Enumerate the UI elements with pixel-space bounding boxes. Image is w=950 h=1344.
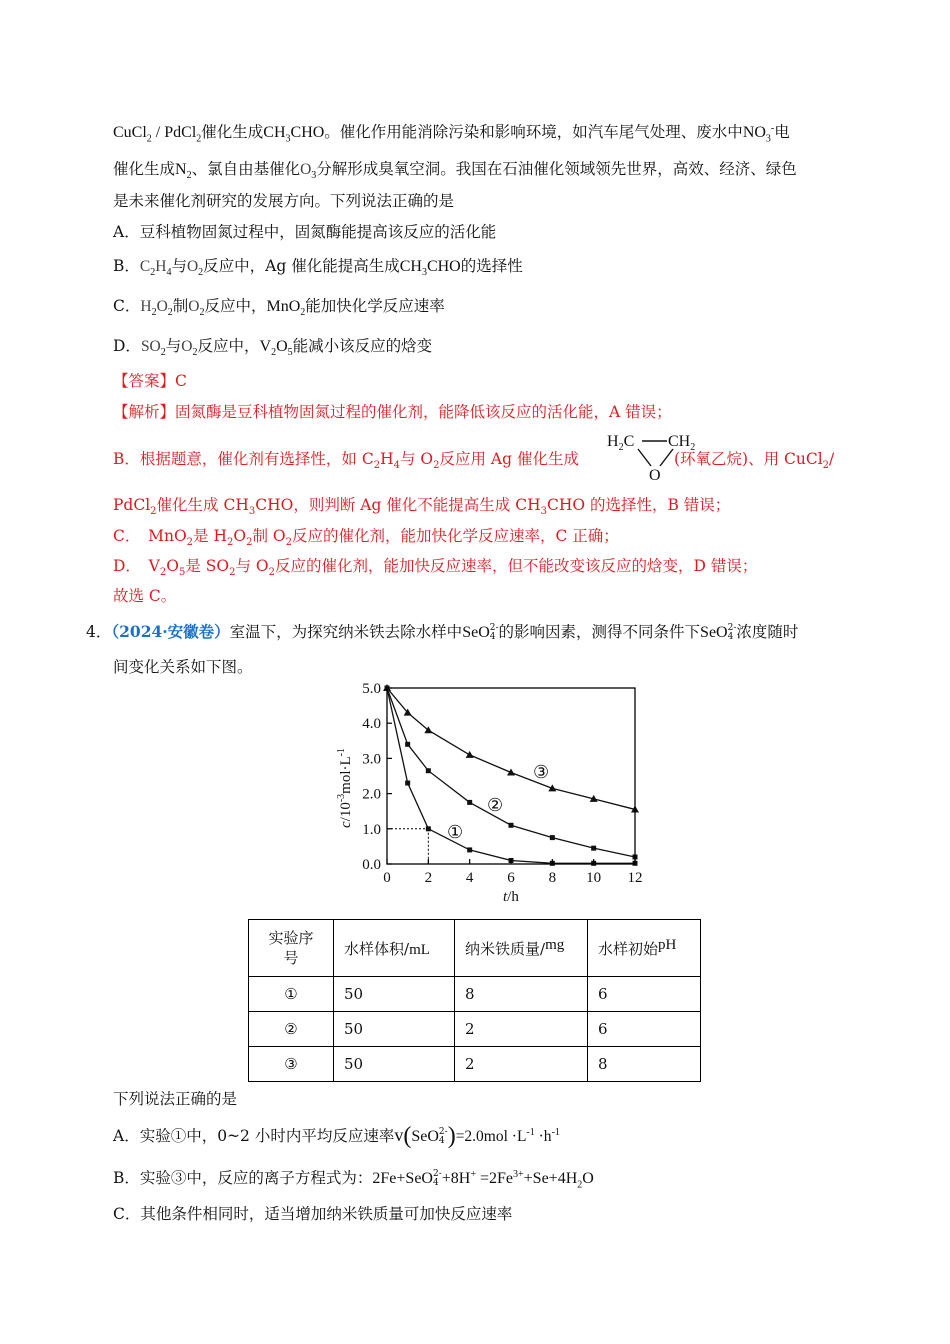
formula-cucl2: CuCl bbox=[113, 124, 147, 142]
concentration-chart bbox=[320, 680, 660, 912]
epoxide-structure bbox=[605, 428, 705, 484]
formula-seo4: SeO bbox=[700, 624, 728, 641]
explanation-line-2 bbox=[113, 448, 834, 477]
sub: 2 bbox=[186, 537, 194, 549]
sub: 4 bbox=[432, 1178, 439, 1189]
y-axis-unit: /10 bbox=[338, 802, 354, 822]
option-d bbox=[113, 335, 432, 364]
sub: 2 bbox=[159, 567, 167, 579]
sub: 2 bbox=[373, 460, 381, 472]
text: 反应用 Ag 催化生成 bbox=[439, 450, 579, 468]
epox-sub: 2 bbox=[618, 442, 624, 453]
text: B．实验③中，反应的离子方程式为： bbox=[113, 1169, 373, 1188]
table-cell: 50 bbox=[334, 977, 455, 1012]
chart-guides bbox=[387, 829, 428, 864]
formula: O bbox=[186, 258, 199, 275]
formula-pdcl2: / PdCl bbox=[151, 124, 197, 142]
table-cell: 2 bbox=[455, 1012, 588, 1047]
x-tick-label: 8 bbox=[548, 870, 557, 886]
sub: 2 bbox=[150, 267, 156, 279]
text: 制 bbox=[172, 297, 189, 315]
header-unit: mg bbox=[545, 936, 565, 953]
text: 反应中，Ag 催化能提高生成 bbox=[203, 257, 400, 275]
data-point bbox=[467, 800, 472, 805]
text: 反应的催化剂，能加快化学反应速率，C 正确； bbox=[291, 527, 619, 545]
sub: 4 bbox=[393, 460, 400, 472]
text: 催化生成 CH bbox=[156, 496, 249, 514]
x-axis-var: t bbox=[503, 889, 508, 905]
sub: 4 bbox=[166, 267, 172, 279]
y-tick-label: 3.0 bbox=[362, 751, 381, 768]
y-tick-label: 1.0 bbox=[362, 821, 381, 838]
formula: O bbox=[181, 338, 193, 355]
text: O bbox=[166, 557, 179, 575]
sub: 2 bbox=[199, 307, 205, 319]
table-cell: ① bbox=[249, 977, 334, 1012]
option-c bbox=[113, 295, 445, 324]
sub: 2 bbox=[150, 506, 157, 518]
text: 能减小该反应的焓变 bbox=[292, 337, 433, 355]
text: 与 O bbox=[399, 450, 434, 468]
q4-option-c: C．其他条件相同时，适当增加纳米铁质量可加快反应速率 bbox=[113, 1205, 513, 1223]
formula-n2: N bbox=[175, 161, 187, 178]
formula-o3: O bbox=[300, 161, 312, 178]
formula-v: v bbox=[394, 1125, 404, 1146]
header-unit: mL bbox=[409, 941, 430, 958]
label: B． bbox=[113, 257, 140, 275]
table-row bbox=[249, 1047, 701, 1082]
sup: 2- bbox=[727, 623, 737, 633]
sub: 3 bbox=[311, 170, 317, 182]
q4-line-2: 间变化关系如下图。 bbox=[113, 658, 253, 676]
sub: 4 bbox=[727, 632, 734, 642]
text: CHO 的选择性，B 错误； bbox=[546, 496, 731, 514]
data-point bbox=[509, 823, 514, 828]
sub: 3 bbox=[540, 506, 547, 518]
text: D． V bbox=[113, 557, 160, 575]
header-cell bbox=[455, 920, 588, 977]
y-tick-label: 0.0 bbox=[362, 857, 381, 873]
y-axis-sup: -3 bbox=[336, 793, 347, 803]
formula: V bbox=[259, 338, 272, 355]
formula: O bbox=[156, 298, 168, 315]
text: 与 O bbox=[235, 557, 269, 575]
answer-value: C bbox=[175, 372, 187, 390]
x-tick-label: 10 bbox=[586, 870, 602, 886]
formula: O bbox=[188, 298, 200, 315]
sub: 2 bbox=[577, 1179, 583, 1191]
epox-ch: CH bbox=[668, 433, 691, 450]
sub: 2 bbox=[192, 347, 198, 359]
sub: 2 bbox=[229, 567, 236, 579]
text: (环氧乙烷)、用 CuCl bbox=[673, 450, 823, 468]
x-tick-label: 0 bbox=[383, 870, 391, 886]
text: 催化生成 bbox=[201, 123, 264, 142]
y-tick-label: 5.0 bbox=[362, 681, 381, 697]
header-cell bbox=[249, 920, 334, 977]
y-axis-rest: mol·L bbox=[338, 756, 354, 794]
table-row bbox=[249, 977, 701, 1012]
sub: 2 bbox=[822, 460, 830, 472]
table-cell: 6 bbox=[588, 1012, 701, 1047]
sup: -1 bbox=[551, 1127, 560, 1138]
text: 催化生成 bbox=[113, 160, 176, 178]
formula: CH bbox=[399, 258, 422, 275]
formula: CHO bbox=[426, 258, 461, 275]
series-label: ② bbox=[487, 795, 504, 816]
y-axis-sup2: -1 bbox=[336, 747, 347, 757]
x-axis-unit: /h bbox=[507, 889, 519, 905]
sup: 3+ bbox=[513, 1169, 524, 1180]
text: PdCl bbox=[113, 496, 151, 514]
sub: 2 bbox=[198, 267, 204, 279]
data-point bbox=[405, 781, 410, 786]
question-number: 4． bbox=[86, 623, 112, 641]
text: B．根据题意，催化剂有选择性，如 C bbox=[113, 450, 374, 468]
x-tick-label: 12 bbox=[627, 870, 643, 886]
formula-seo4: SeO bbox=[462, 624, 490, 641]
equation: +Se+4H bbox=[523, 1170, 578, 1188]
q4-line-1 bbox=[86, 621, 798, 644]
header-text: 水样体积/ bbox=[344, 939, 410, 958]
unit: ·h bbox=[534, 1128, 552, 1146]
label: C． bbox=[113, 297, 141, 315]
sub: 2 bbox=[285, 537, 292, 549]
text: O bbox=[233, 527, 247, 545]
epox-sub: 2 bbox=[690, 442, 696, 453]
chart-ticks bbox=[362, 681, 642, 886]
y-axis-var: c bbox=[338, 821, 354, 828]
header-text: 实验序 bbox=[268, 929, 314, 947]
epoxide-co-bond-right bbox=[660, 449, 673, 466]
equation: 2Fe+SeO bbox=[372, 1170, 433, 1188]
paren-close: ) bbox=[447, 1123, 456, 1150]
chart-series bbox=[383, 684, 639, 866]
x-tick-label: 2 bbox=[424, 870, 433, 886]
x-tick-label: 6 bbox=[507, 870, 515, 886]
text: 与 bbox=[171, 257, 187, 275]
table-cell: ③ bbox=[249, 1047, 334, 1082]
sup: + bbox=[470, 1169, 476, 1180]
epoxide-o: O bbox=[649, 467, 661, 484]
formula: SO bbox=[140, 338, 161, 355]
header-cell bbox=[588, 920, 701, 977]
text: 的选择性 bbox=[460, 257, 523, 275]
equation: +8H bbox=[441, 1170, 471, 1188]
x-tick-label: 4 bbox=[465, 870, 474, 886]
q4-prompt: 下列说法正确的是 bbox=[113, 1090, 238, 1108]
text: 能加快化学反应速率 bbox=[305, 297, 445, 315]
sub: 4 bbox=[489, 632, 496, 642]
sub: 2 bbox=[196, 133, 202, 145]
text: 是 SO bbox=[185, 557, 230, 575]
table-row bbox=[249, 1012, 701, 1047]
sub: 2 bbox=[433, 460, 440, 472]
sub: 3 bbox=[421, 267, 427, 279]
sup: 2- bbox=[438, 1127, 448, 1138]
text: 反应中， bbox=[204, 297, 267, 315]
answer-line bbox=[113, 370, 187, 392]
sub: 2 bbox=[167, 307, 173, 319]
header-text: 纳米铁质量/ bbox=[465, 939, 546, 958]
plot-frame bbox=[387, 688, 635, 864]
table-cell: 50 bbox=[334, 1012, 455, 1047]
data-point bbox=[405, 742, 410, 747]
q4-option-b bbox=[113, 1164, 594, 1196]
paren-open: ( bbox=[403, 1123, 412, 1150]
sub: 3 bbox=[285, 133, 291, 145]
data-point bbox=[591, 846, 596, 851]
data-point bbox=[426, 768, 431, 773]
epox-c: C bbox=[623, 433, 635, 450]
sub: 2 bbox=[186, 170, 192, 182]
header-text: 水样初始 bbox=[598, 939, 659, 958]
sub: 2 bbox=[271, 347, 277, 359]
intro-line-1 bbox=[113, 118, 790, 150]
series-line bbox=[387, 688, 635, 863]
data-point bbox=[466, 751, 474, 758]
sub-sup-stack bbox=[433, 1170, 442, 1188]
sub: 5 bbox=[178, 567, 186, 579]
table-cell: ② bbox=[249, 1012, 334, 1047]
intro-line-3: 是未来催化剂研究的发展方向。下列说法正确的是 bbox=[113, 192, 455, 210]
explanation-line-1 bbox=[113, 401, 672, 423]
table-header-row bbox=[249, 920, 701, 977]
formula-ch3cho: CH bbox=[263, 124, 286, 142]
sub: 2 bbox=[151, 307, 157, 319]
chart-axes bbox=[387, 688, 635, 864]
equation: =2Fe bbox=[475, 1170, 514, 1188]
sub: 2 bbox=[268, 567, 275, 579]
explanation-line-3 bbox=[113, 494, 730, 523]
data-point bbox=[426, 826, 431, 831]
sub: 2 bbox=[246, 537, 253, 549]
text: 反应的催化剂，能加快反应速率，但不能改变该反应的焓变，D 错误； bbox=[275, 557, 758, 575]
formula: MnO bbox=[266, 298, 301, 315]
formula: O bbox=[276, 338, 288, 355]
text: CHO，则判断 Ag 催化不能提高生成 CH bbox=[255, 496, 541, 514]
intro-line-2 bbox=[113, 158, 797, 187]
formula: C bbox=[139, 258, 151, 275]
series-line bbox=[387, 688, 635, 809]
q4-option-a bbox=[113, 1122, 560, 1148]
explanation-label: 【解析】 bbox=[113, 403, 176, 421]
formula: H bbox=[155, 258, 167, 275]
epoxide-left-h bbox=[607, 433, 634, 453]
y-axis-label bbox=[336, 748, 354, 828]
header-text: 号 bbox=[283, 949, 299, 967]
sub: 3 bbox=[765, 133, 771, 145]
formula-no3: NO bbox=[742, 124, 766, 142]
series-label: ③ bbox=[533, 762, 550, 783]
text: / bbox=[829, 450, 835, 468]
sub: 3 bbox=[248, 506, 256, 518]
answer-label: 【答案】 bbox=[113, 372, 176, 390]
formula-seo4: SeO bbox=[411, 1128, 439, 1146]
sub: 2 bbox=[300, 307, 306, 319]
y-tick-label: 4.0 bbox=[362, 716, 381, 733]
text: 制 O bbox=[252, 527, 286, 545]
table-cell: 2 bbox=[455, 1047, 588, 1082]
equation: O bbox=[582, 1170, 594, 1188]
label: D． bbox=[113, 337, 141, 355]
text: 固氮酶是豆科植物固氮过程的催化剂，能降低该反应的活化能，A 错误； bbox=[175, 403, 672, 421]
sub: 2 bbox=[160, 347, 166, 359]
table-cell: 8 bbox=[455, 977, 588, 1012]
header-cell bbox=[334, 920, 455, 977]
sub-sup-stack bbox=[490, 624, 499, 642]
question-source: （2024·安徽卷） bbox=[111, 622, 230, 641]
explanation-line-5 bbox=[113, 555, 757, 584]
sub: 2 bbox=[227, 537, 234, 549]
text: 分解形成臭氧空洞。我国在石油催化领域领先世界，高效、经济、绿色 bbox=[316, 160, 797, 178]
text: 室温下，为探究纳米铁去除水样中 bbox=[229, 623, 463, 641]
text: A．实验①中，0~2 小时内平均反应速率 bbox=[113, 1127, 395, 1146]
explanation-line-4 bbox=[113, 525, 619, 554]
sup: 2- bbox=[489, 623, 499, 633]
text: H bbox=[380, 450, 394, 468]
table-cell: 6 bbox=[588, 977, 701, 1012]
sup: - bbox=[770, 123, 775, 134]
header-unit: pH bbox=[658, 936, 677, 953]
text: 是 H bbox=[193, 527, 227, 545]
y-tick-label: 2.0 bbox=[362, 786, 381, 803]
text: 电 bbox=[774, 123, 790, 142]
explanation-line-6: 故选 C。 bbox=[113, 587, 177, 605]
text: 。催化作用能消除污染和影响环境，如汽车尾气处理、废水中 bbox=[324, 123, 743, 142]
sub: 2 bbox=[146, 133, 152, 145]
option-b bbox=[113, 255, 523, 284]
sup: 2- bbox=[432, 1169, 442, 1180]
text: 、氯自由基催化 bbox=[191, 160, 301, 178]
formula-cho: CHO bbox=[290, 124, 325, 142]
text: 浓度随时 bbox=[736, 623, 799, 641]
data-point bbox=[467, 847, 472, 852]
epox-h: H bbox=[607, 433, 619, 450]
formula: H bbox=[140, 298, 152, 315]
rate-value: =2.0mol ·L bbox=[455, 1128, 527, 1146]
sub: 4 bbox=[438, 1136, 445, 1147]
text: 的影响因素，测得不同条件下 bbox=[498, 623, 701, 641]
text: C． MnO bbox=[113, 527, 187, 545]
option-a: A．豆科植物固氮过程中，固氮酶能提高该反应的活化能 bbox=[113, 223, 497, 241]
data-point bbox=[550, 835, 555, 840]
sup: -1 bbox=[526, 1127, 535, 1138]
series-label: ① bbox=[447, 822, 464, 843]
text: 与 bbox=[165, 337, 182, 355]
experiment-table bbox=[248, 919, 701, 1082]
x-axis-label bbox=[503, 889, 519, 905]
epoxide-co-bond-left bbox=[638, 449, 651, 466]
text: 反应中， bbox=[197, 337, 260, 355]
sub: 5 bbox=[287, 347, 293, 359]
table-cell: 8 bbox=[588, 1047, 701, 1082]
sub-sup-stack bbox=[439, 1128, 448, 1146]
table-cell: 50 bbox=[334, 1047, 455, 1082]
